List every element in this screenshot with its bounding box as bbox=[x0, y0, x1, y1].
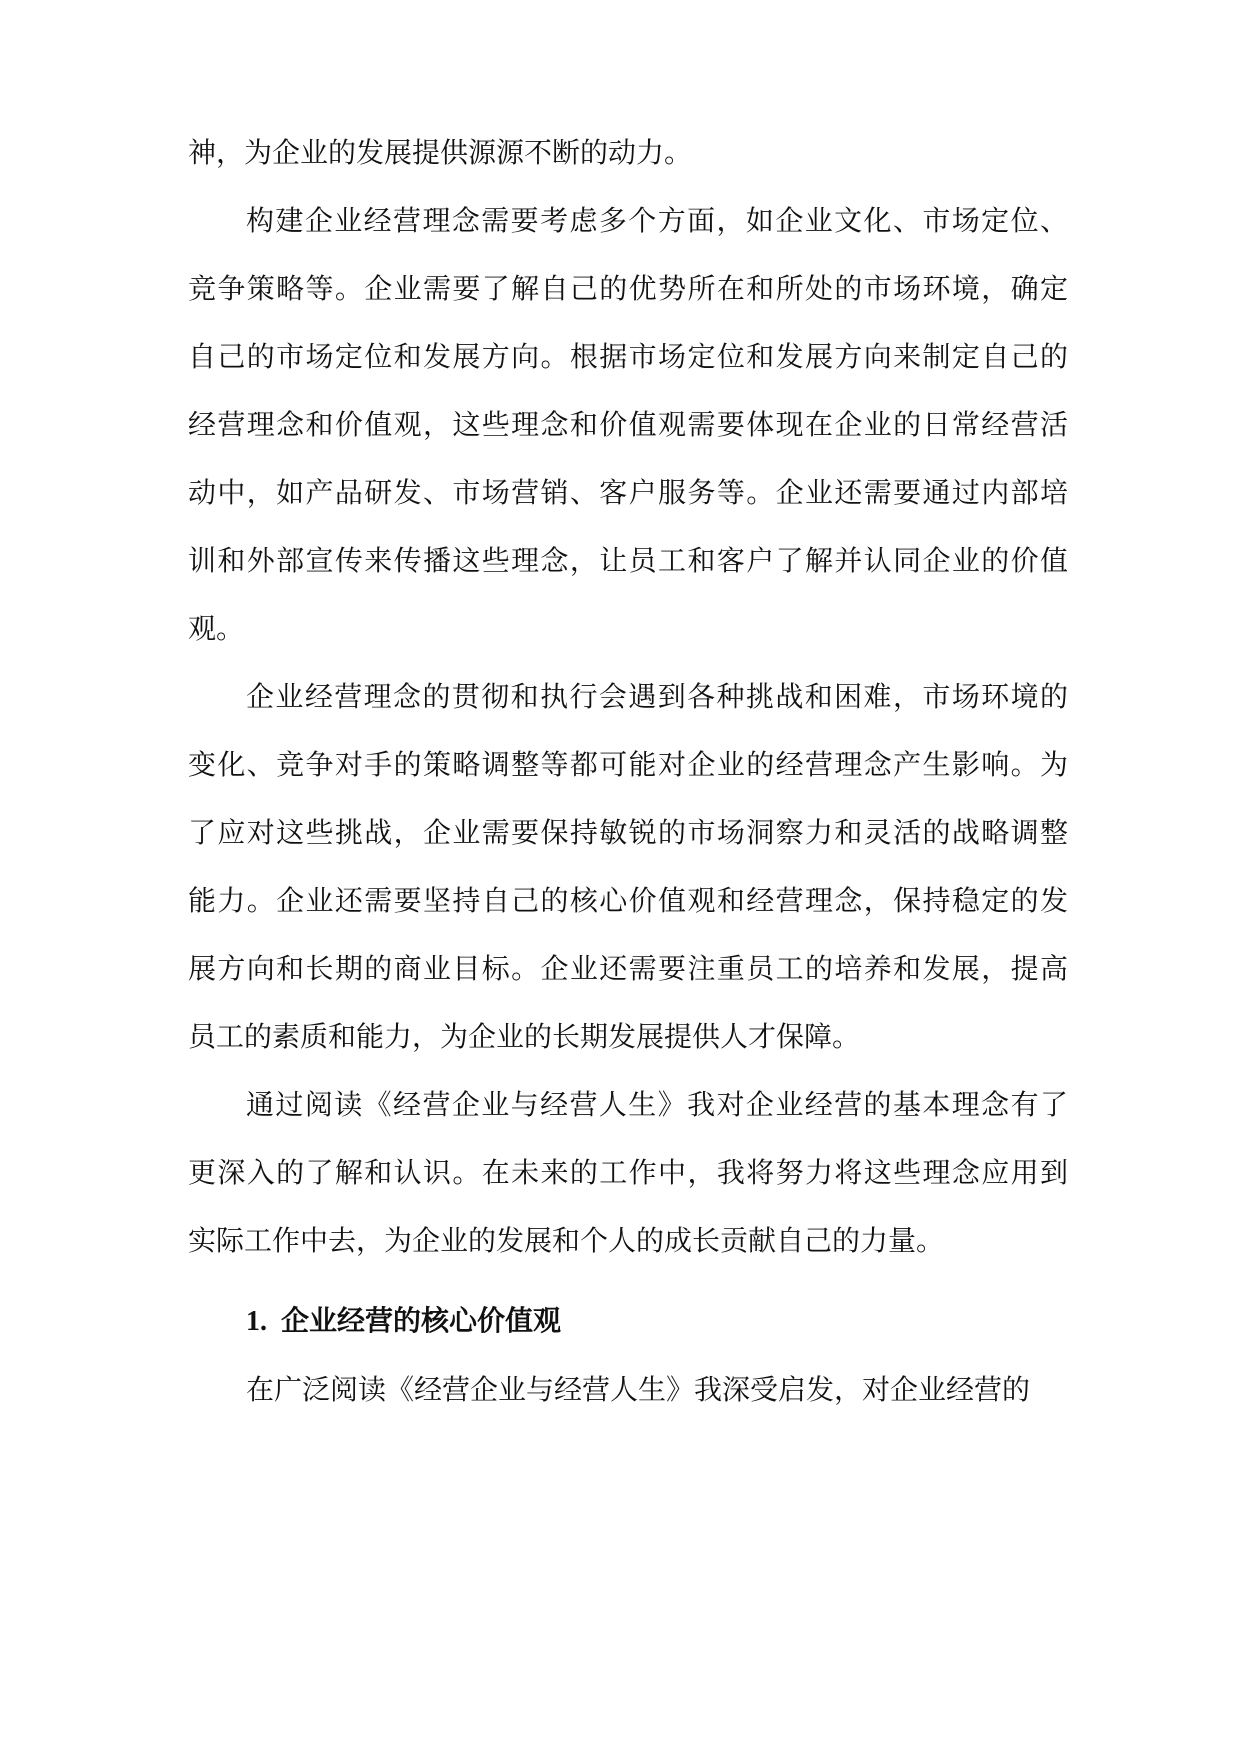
section-heading bbox=[246, 1301, 561, 1341]
paragraph-1-line-1: 神，为企业的发展提供源源不断的动力。 bbox=[188, 136, 693, 169]
paragraph-2-line-5: 动中，如产品研发、市场营销、客户服务等。企业还需要通过内部培 bbox=[188, 476, 1068, 509]
paragraph-4-line-1: 通过阅读《经营企业与经营人生》我对企业经营的基本理念有了 bbox=[246, 1088, 1068, 1121]
paragraph-5-line-1: 在广泛阅读《经营企业与经营人生》我深受启发，对企业经营的 bbox=[246, 1373, 1031, 1406]
paragraph-2-line-3: 自己的市场定位和发展方向。根据市场定位和发展方向来制定自己的 bbox=[188, 340, 1068, 373]
paragraph-2-line-4: 经营理念和价值观，这些理念和价值观需要体现在企业的日常经营活 bbox=[188, 408, 1068, 441]
paragraph-2-line-2: 竞争策略等。企业需要了解自己的优势所在和所处的市场环境，确定 bbox=[188, 272, 1068, 305]
section-number: 1. bbox=[246, 1306, 267, 1337]
paragraph-4-line-3: 实际工作中去，为企业的发展和个人的成长贡献自己的力量。 bbox=[188, 1224, 945, 1257]
paragraph-4-line-2: 更深入的了解和认识。在未来的工作中，我将努力将这些理念应用到 bbox=[188, 1156, 1068, 1189]
paragraph-2-line-7: 观。 bbox=[188, 612, 245, 645]
paragraph-3-line-5: 展方向和长期的商业目标。企业还需要注重员工的培养和发展，提高 bbox=[188, 952, 1068, 985]
paragraph-3-line-2: 变化、竞争对手的策略调整等都可能对企业的经营理念产生影响。为 bbox=[188, 748, 1068, 781]
paragraph-3-line-1: 企业经营理念的贯彻和执行会遇到各种挑战和困难，市场环境的 bbox=[246, 680, 1068, 713]
section-title: 企业经营的核心价值观 bbox=[281, 1304, 562, 1337]
paragraph-3-line-4: 能力。企业还需要坚持自己的核心价值观和经营理念，保持稳定的发 bbox=[188, 884, 1068, 917]
paragraph-3-line-3: 了应对这些挑战，企业需要保持敏锐的市场洞察力和灵活的战略调整 bbox=[188, 816, 1068, 849]
paragraph-3-line-6: 员工的素质和能力，为企业的长期发展提供人才保障。 bbox=[188, 1020, 861, 1053]
paragraph-2-line-1: 构建企业经营理念需要考虑多个方面，如企业文化、市场定位、 bbox=[246, 204, 1068, 237]
paragraph-2-line-6: 训和外部宣传来传播这些理念，让员工和客户了解并认同企业的价值 bbox=[188, 544, 1068, 577]
